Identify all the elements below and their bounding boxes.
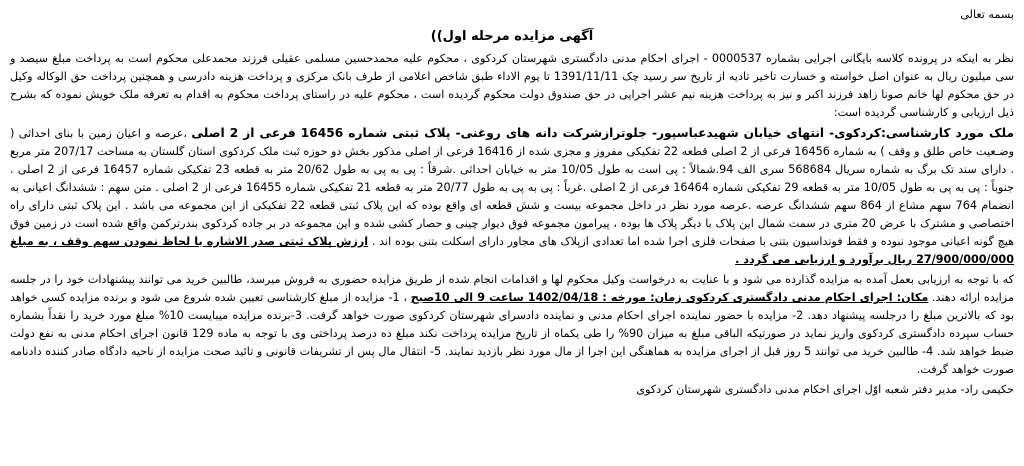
auction-rules: ، 1- مزایده از مبلغ کارشناسی تعیین شده شروع می شود و برنده مزایده کسی خواهد بود که بالاترین مبلغ را درجلسه پیشنهاد دهد. 2- مزایده با حضور نماینده اجرای احکام مدنی و نماینده دادسرای شهرستان کردکوی صورت خواهد گرفت. 3-برنده مزایده میبایست 10% مبلغ مورد خرید را نقداً بشماره حساب سپرده دادگستری کردکوی واریز نماید در صورتیکه الباقی مبلغ به میزان 90% را طی یکماه از تاریخ مزایده پرداخت نکند مبلغ ده درصد پرداختی وی با توجه به ماده 129 قانون اجرای احکام مدنی به نفع دولت ضبط خواهد شد. 4- طالبین خرید می توانند 5 روز قبل از اجرای مزایده به هماهنگی این اجرا از مال مورد نظر بازدید نمایند. 5- انتقال مال پس از تشریفات قانونی و تائید صحت مزایده از ناحیه دادگاه صادر کننده دادنامه صورت خواهد گرفت. — [10, 291, 1014, 376]
basmala-heading: بسمه تعالی — [960, 8, 1014, 21]
signature-line: حکیمی راد- مدیر دفتر شعبه اوّل اجرای احکام مدنی دادگستری شهرستان کردکوی — [636, 383, 1014, 396]
property-heading: ملک مورد کارشناسی:کردکوی- انتهای خیابان شهیدعباسپور- جلوترازشرکت دانه های روغنی- پلاک ثبتی شماره 16456 فرعی از 2 اصلی — [191, 126, 1014, 140]
auction-terms-paragraph — [10, 271, 1014, 379]
notice-title: آگهی مزایده مرحله اول)) — [430, 29, 594, 44]
auction-intro: که با توجه به ارزیابی بعمل آمده به مزایده گذارده می شود و با عنایت به درخواست وکیل محکوم لها و اقدامات انجام شده از طریق مزایده حضوری به فروش میرسد، طالبین خرید می توانند پیشنهادات خود را در جلسه مزایده ارائه دهند. — [10, 273, 1014, 304]
property-paragraph — [10, 124, 1014, 269]
case-paragraph: نظر به اینکه در پرونده کلاسه بایگانی اجرایی بشماره 0000537 - اجرای احکام مدنی دادگستری شهرستان کردکوی ، محکوم علیه محمدحسین مسلمی عقیلی فرزند محمدعلی محکوم است به پرداخت مبلغ سیصد و سی میلیون ریال به عنوان اصل خواسته و خسارت تاخیر تادیه از تاریخ سر رسید چک 1391/11/11 تا یوم الاداء طبق شاخص اعلامی از طرف بانک مرکزی و پرداخت هزینه دادرسی و همچنین پرداخت حق الوکاله وکیل در حق محکوم لها خانم صونا زاهد فرزند اکبر و نیز به پرداخت هزینه نیم عشر اجرایی در حق صندوق دولت محکوم گردیده است ، محکوم علیه در راستای پرداخت محکوم به اقدام به تعرفه ملک خویش نموده که بشرح ذیل ارزیابی و کارشناسی گردیده است: — [10, 52, 1015, 119]
auction-place-time: مکان: اجرای احکام مدنی دادگستری کردکوی زمان: مورخه : 1402/04/18 ساعت 9 الی 10صبح — [410, 291, 929, 304]
valuation-statement: ارزش پلاک ثبتی صدر الاشاره با لحاظ نمودن سهم وقف ، به مبلغ 27/900/000/000 ریال برآورد و ارزیابی می گردد . — [10, 235, 1014, 266]
property-description: ،عرصه و اعیان زمین با بنای احداثی ( وضـعیت خاص طلق و وقف ) به شماره 16456 فرعی از 2 اصلی قطعه 22 تفکیکی مفروز و مجزی شده از 16416 فرعی از اصلی مذکور بخش دو حوزه ثبت ملک کردکوی استان گلستان به مساحت 207/17 متر مربع . دارای سند تک برگ به شماره سریال 568684 سری الف 94.شمالاً : پی است به طول 10/05 متر به خیابان احداثی .شرقاً : پی به پی به طول 20/62 متر به قطعه 23 تفکیکی شماره 16457 فرعی از 2 اصلی . جنوباً : پی به پی به طول 10/05 متر به قطعه 29 تفکیکی شماره 16464 فرعی از 2 اصلی .غرباً : پی به پی به طول 20/77 متر به قطعه 21 تفکیکی شماره 16455 فرعی از 2 اصلی . متن سهم : ششدانگ اعیانی به انضمام 764 سهم مشاع از 864 سهم ششدانگ عرصه .عرصه مورد نظر در داخل مجموعه بیست و شش قطعه ای واقع بوده که این پلاک ثبتی قطعه 22 تفکیکی از این مجموعه می باشد . این پلاک ثبتی دارای راه اختصاصی و مشترک با عرض 20 متری در سمت شمال این پلاک با دیگر پلاک ها بوده ، پیرامون مجموعه فوق دیوار چینی و حصار کشی شده و این مجموعه در بر جاده کردکوی بندرترکمن واقع شده است در زمین فوق هیچ گونه اعیانی موجود نبوده و فقط فونداسیون بتنی با صفحات فلزی اجرا شده اما تعدادی ازپلاک های مجاور دارای اسکلت بتنی بوده اند . — [10, 127, 1015, 248]
